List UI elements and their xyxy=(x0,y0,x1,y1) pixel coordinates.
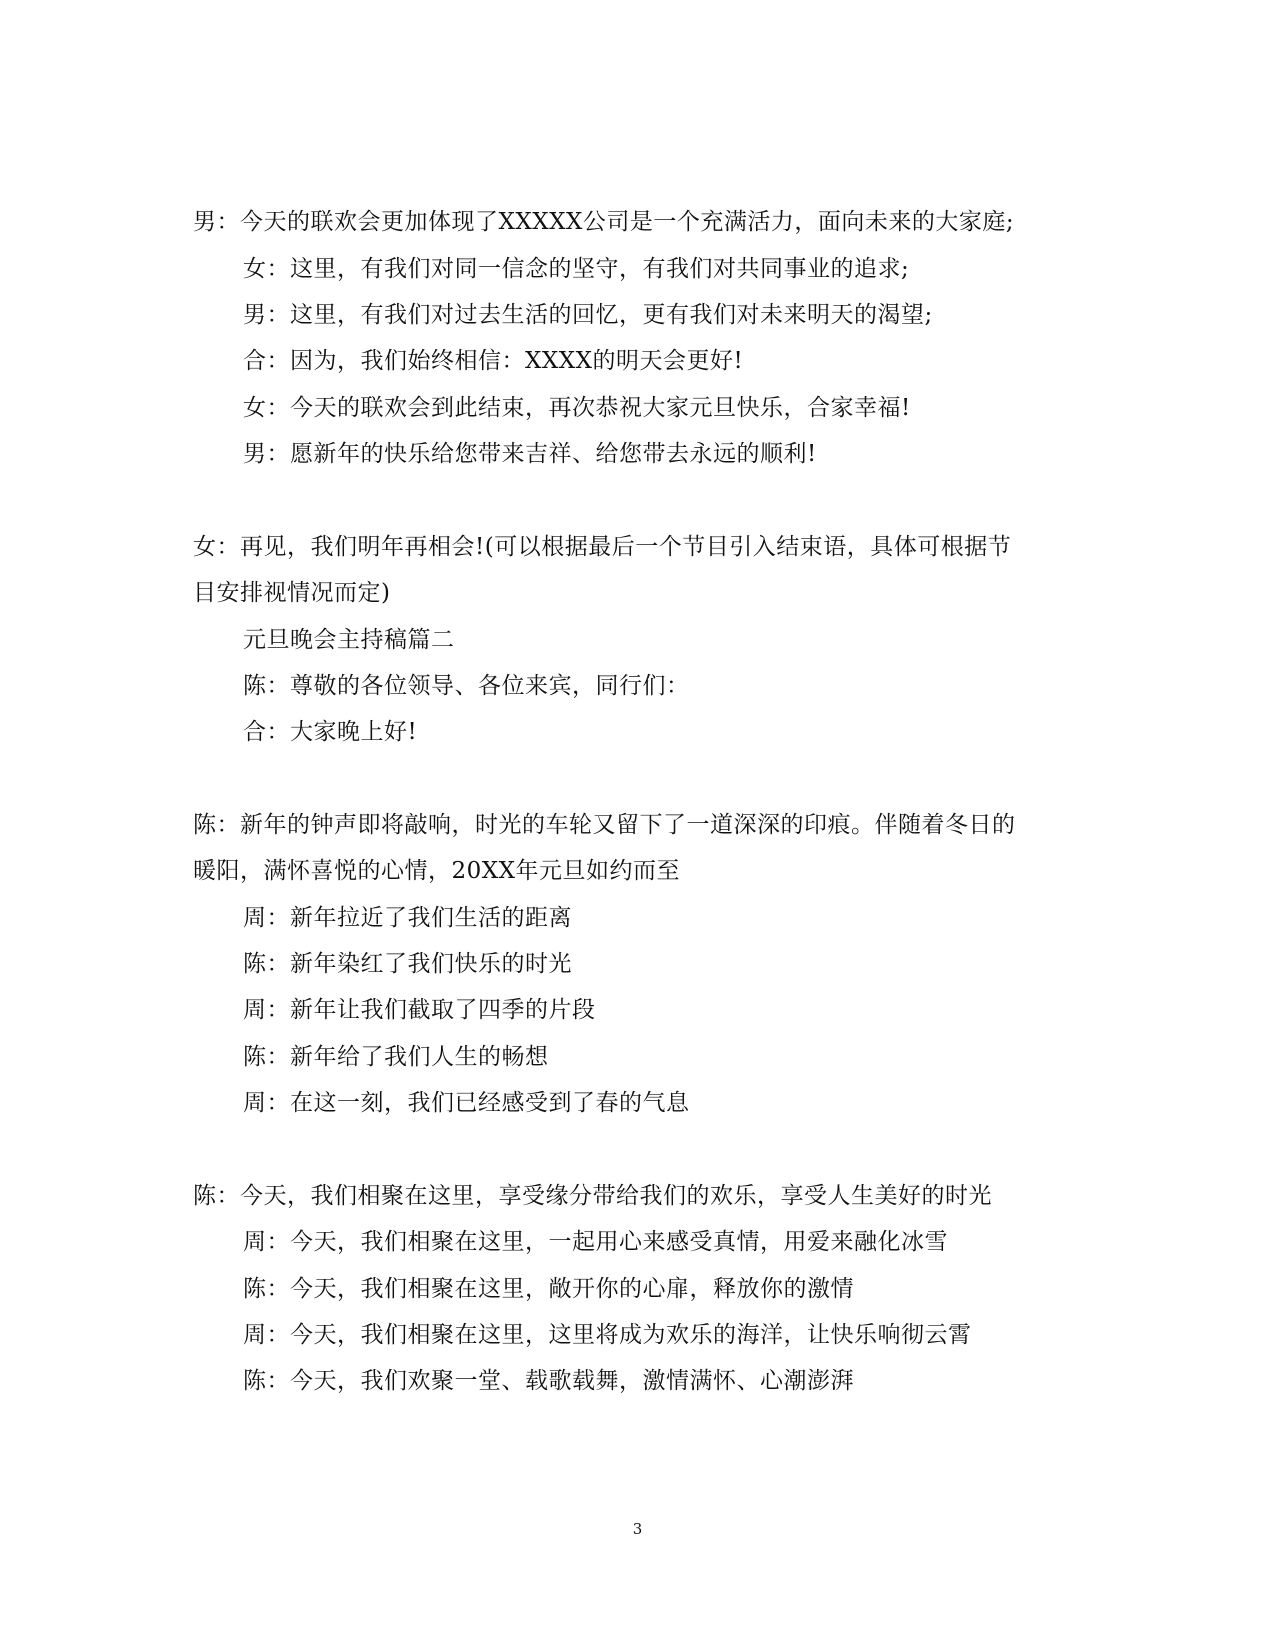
page-number: 3 xyxy=(632,1520,643,1538)
text-line: 陈：今天，我们相聚在这里，敞开你的心扉，释放你的激情 xyxy=(243,1276,854,1302)
text-line: 合：大家晚上好! xyxy=(243,719,418,745)
text-line: 男：这里，有我们对过去生活的回忆，更有我们对未来明天的渴望; xyxy=(243,302,933,328)
text-line: 陈：今天，我们相聚在这里，享受缘分带给我们的欢乐，享受人生美好的时光 xyxy=(193,1183,992,1209)
text-line: 目安排视情况而定) xyxy=(193,580,391,606)
text-line: 周：新年让我们截取了四季的片段 xyxy=(243,997,596,1023)
text-line: 女：今天的联欢会到此结束，再次恭祝大家元旦快乐，合家幸福! xyxy=(243,395,911,421)
text-line: 男：愿新年的快乐给您带来吉祥、给您带去永远的顺利! xyxy=(243,441,817,467)
text-line: 女：再见，我们明年再相会!(可以根据最后一个节目引入结束语，具体可根据节 xyxy=(193,534,1012,560)
text-line: 陈：新年染红了我们快乐的时光 xyxy=(243,951,572,977)
text-line: 周：新年拉近了我们生活的距离 xyxy=(243,905,572,931)
section-heading: 元旦晚会主持稿篇二 xyxy=(243,627,455,653)
text-line: 陈：新年的钟声即将敲响，时光的车轮又留下了一道深深的印痕。伴随着冬日的 xyxy=(193,812,1016,838)
text-line: 男：今天的联欢会更加体现了XXXXX公司是一个充满活力，面向未来的大家庭; xyxy=(193,209,1015,235)
text-line: 合：因为，我们始终相信：XXXX的明天会更好! xyxy=(243,348,744,374)
text-line: 陈：新年给了我们人生的畅想 xyxy=(243,1044,549,1070)
text-line: 陈：尊敬的各位领导、各位来宾，同行们： xyxy=(243,673,690,699)
text-line: 陈：今天，我们欢聚一堂、载歌载舞，激情满怀、心潮澎湃 xyxy=(243,1368,854,1394)
text-line: 女：这里，有我们对同一信念的坚守，有我们对共同事业的追求; xyxy=(243,256,910,282)
text-line: 周：今天，我们相聚在这里，这里将成为欢乐的海洋，让快乐响彻云霄 xyxy=(243,1322,972,1348)
text-line: 周：今天，我们相聚在这里，一起用心来感受真情，用爱来融化冰雪 xyxy=(243,1229,948,1255)
text-line: 周：在这一刻，我们已经感受到了春的气息 xyxy=(243,1090,690,1116)
text-line: 暖阳，满怀喜悦的心情，20XX年元旦如约而至 xyxy=(193,858,681,884)
